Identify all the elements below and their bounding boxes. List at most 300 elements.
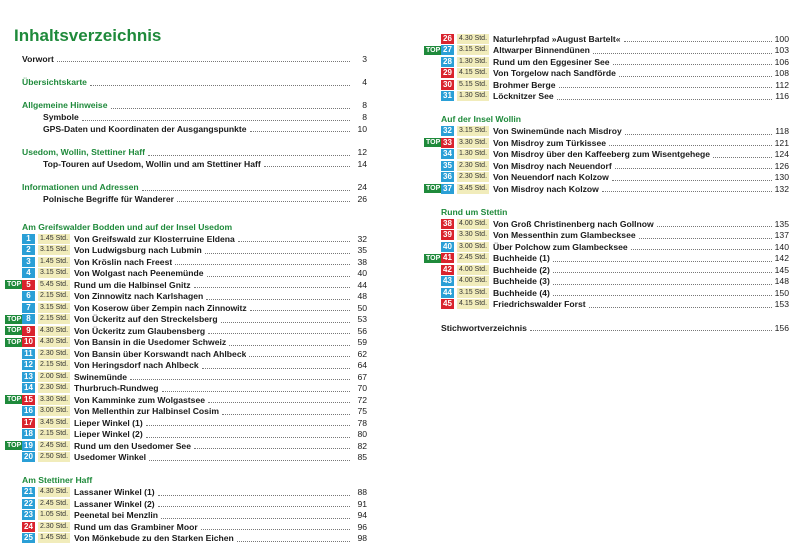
tour-number: 22 bbox=[22, 499, 35, 509]
tour-number: 32 bbox=[441, 126, 454, 136]
tour-entry-19[interactable] bbox=[7, 440, 367, 452]
tour-number: 15 bbox=[22, 395, 35, 405]
duration: 4.30 Std. bbox=[40, 338, 69, 346]
page-number: 121 bbox=[774, 137, 789, 148]
page-number: 3 bbox=[362, 53, 367, 64]
page-number: 44 bbox=[357, 279, 367, 290]
tour-entry-31[interactable] bbox=[441, 91, 789, 103]
tour-title: Peenetal bei Menzlin bbox=[74, 510, 159, 521]
dot-leader bbox=[111, 108, 351, 109]
duration: 2.15 Std. bbox=[40, 315, 69, 323]
tour-title: Buchheide (1) bbox=[493, 253, 550, 264]
dot-leader bbox=[624, 41, 772, 42]
page-number: 94 bbox=[357, 510, 367, 521]
top-badge: TOP bbox=[426, 139, 441, 146]
duration: 4.00 Std. bbox=[459, 265, 488, 273]
top-badge: TOP bbox=[7, 315, 22, 323]
tour-title: Buchheide (4) bbox=[493, 287, 550, 298]
tour-entry-37[interactable] bbox=[426, 183, 789, 195]
section-heading: Am Greifswalder Bodden und auf der Insel Usedom bbox=[22, 221, 233, 232]
page-number: 62 bbox=[357, 348, 367, 359]
page-number: 116 bbox=[775, 91, 789, 102]
tour-number: 13 bbox=[22, 372, 35, 382]
tour-entry-26[interactable] bbox=[441, 33, 789, 45]
tour-title: Von Mönkebude zu den Starken Eichen bbox=[74, 533, 234, 544]
section-heading: Auf der Insel Wollin bbox=[441, 114, 522, 124]
dot-leader bbox=[557, 99, 772, 100]
tour-title: Von Messenthin zum Glambecksee bbox=[493, 230, 636, 241]
dot-leader bbox=[208, 333, 350, 334]
tour-number: 24 bbox=[22, 522, 35, 532]
page-number: 64 bbox=[357, 360, 367, 371]
tour-number: 10 bbox=[22, 337, 35, 347]
tour-title: Von Bansin über Korswandt nach Ahlbeck bbox=[74, 348, 247, 359]
dot-leader bbox=[207, 276, 350, 277]
duration: 1.30 Std. bbox=[459, 92, 488, 100]
duration: 1.30 Std. bbox=[459, 150, 488, 158]
page-number: 135 bbox=[774, 218, 789, 229]
tour-number: 6 bbox=[22, 291, 35, 301]
front-subentry[interactable] bbox=[22, 123, 367, 135]
dot-leader bbox=[713, 157, 772, 158]
top-badge: TOP bbox=[7, 396, 22, 403]
tour-entry-35[interactable] bbox=[441, 160, 789, 172]
tour-number: 30 bbox=[441, 80, 454, 90]
page-number: 85 bbox=[357, 452, 367, 463]
tour-number: 29 bbox=[441, 68, 454, 78]
dot-leader bbox=[530, 330, 772, 331]
tour-number: 36 bbox=[441, 172, 454, 182]
tour-number: 11 bbox=[22, 349, 35, 359]
page-number: 26 bbox=[357, 193, 367, 204]
page-number: 142 bbox=[774, 253, 789, 264]
duration: 3.00 Std. bbox=[40, 407, 69, 415]
tour-entry-42[interactable] bbox=[441, 264, 789, 276]
spacer bbox=[22, 463, 367, 475]
dot-leader bbox=[161, 518, 350, 519]
tour-entry-1[interactable] bbox=[22, 233, 367, 245]
dot-leader bbox=[206, 299, 350, 300]
tour-entry-28[interactable] bbox=[441, 56, 789, 68]
tour-entry-18[interactable] bbox=[22, 429, 367, 441]
dot-leader bbox=[146, 425, 350, 426]
tour-entry-16[interactable] bbox=[22, 406, 367, 418]
dot-leader bbox=[130, 379, 350, 380]
tour-entry-38[interactable] bbox=[441, 218, 789, 230]
tour-entry-41[interactable] bbox=[426, 253, 789, 265]
tour-number: 25 bbox=[22, 533, 35, 543]
tour-entry-34[interactable] bbox=[441, 149, 789, 161]
tour-entry-44[interactable] bbox=[441, 287, 789, 299]
dot-leader bbox=[146, 437, 350, 438]
page-number: 156 bbox=[774, 322, 789, 333]
dot-leader bbox=[194, 287, 351, 288]
dot-leader bbox=[229, 345, 350, 346]
dot-leader bbox=[149, 460, 350, 461]
top-badge: TOP bbox=[7, 327, 22, 334]
dot-leader bbox=[602, 191, 772, 192]
front-section[interactable] bbox=[22, 77, 367, 89]
tour-number: 27 bbox=[441, 45, 454, 55]
tour-number: 33 bbox=[441, 138, 454, 148]
tour-title: Von Mellenthin zur Halbinsel Cosim bbox=[74, 406, 219, 417]
tour-title: Naturlehrpfad »August Bartelt« bbox=[493, 33, 621, 44]
tour-title: Von Kröslin nach Freest bbox=[74, 256, 173, 267]
entry-title: Stichwortverzeichnis bbox=[441, 322, 527, 333]
dot-leader bbox=[593, 53, 772, 54]
tour-title: Rund um die Halbinsel Gnitz bbox=[74, 279, 191, 290]
tour-number: 12 bbox=[22, 360, 35, 370]
duration: 3.15 Std. bbox=[40, 269, 69, 277]
page-number: 126 bbox=[774, 160, 789, 171]
tour-title: Lassaner Winkel (2) bbox=[74, 498, 155, 509]
tour-number: 3 bbox=[22, 257, 35, 267]
top-badge: TOP bbox=[7, 442, 22, 449]
tour-title: Altwarper Binnendünen bbox=[493, 45, 590, 56]
tour-entry-29[interactable] bbox=[441, 68, 789, 80]
tour-entry-17[interactable] bbox=[22, 417, 367, 429]
front-section[interactable] bbox=[22, 182, 367, 194]
spacer bbox=[22, 170, 367, 182]
toc-left-column bbox=[7, 53, 367, 544]
duration: 2.45 Std. bbox=[40, 499, 69, 507]
dot-leader bbox=[612, 180, 772, 181]
duration: 3.30 Std. bbox=[40, 395, 69, 403]
duration: 2.00 Std. bbox=[40, 372, 69, 380]
tour-title: Rund um das Grambiner Moor bbox=[74, 521, 198, 532]
duration: 5.15 Std. bbox=[459, 80, 488, 88]
entry-title: Symbole bbox=[43, 112, 79, 123]
tour-entry-21[interactable] bbox=[22, 487, 367, 499]
page-number: 103 bbox=[774, 45, 789, 56]
dot-leader bbox=[201, 529, 350, 530]
tour-entry-45[interactable] bbox=[441, 299, 789, 311]
front-entry[interactable] bbox=[22, 53, 367, 65]
page-number: 35 bbox=[357, 245, 367, 256]
dot-leader bbox=[559, 87, 772, 88]
dot-leader bbox=[553, 261, 772, 262]
duration: 2.30 Std. bbox=[459, 161, 488, 169]
duration: 2.30 Std. bbox=[40, 384, 69, 392]
dot-leader bbox=[162, 391, 351, 392]
tour-number: 20 bbox=[22, 452, 35, 462]
tour-title: Von Greifswald zur Klosterruine Eldena bbox=[74, 233, 235, 244]
dot-leader bbox=[589, 307, 772, 308]
duration: 3.00 Std. bbox=[459, 242, 488, 250]
entry-title: Informationen und Adressen bbox=[22, 181, 139, 192]
dot-leader bbox=[175, 264, 350, 265]
dot-leader bbox=[90, 85, 350, 86]
dot-leader bbox=[237, 541, 350, 542]
page-title: Inhaltsverzeichnis bbox=[14, 26, 162, 45]
section-heading: Am Stettiner Haff bbox=[22, 475, 93, 485]
duration: 2.50 Std. bbox=[40, 453, 69, 461]
entry-title: Usedom, Wollin, Stettiner Haff bbox=[22, 146, 146, 157]
dot-leader bbox=[264, 166, 350, 167]
tour-number: 16 bbox=[22, 406, 35, 416]
page-number: 118 bbox=[775, 126, 789, 137]
top-badge: TOP bbox=[426, 185, 441, 192]
tour-number: 41 bbox=[441, 253, 454, 263]
page-number: 150 bbox=[774, 287, 789, 298]
duration: 3.30 Std. bbox=[459, 231, 488, 239]
tour-title: Von Wolgast nach Peenemünde bbox=[74, 268, 204, 279]
tour-entry-43[interactable] bbox=[441, 276, 789, 288]
dot-leader bbox=[222, 414, 350, 415]
tour-entry-8[interactable] bbox=[7, 314, 367, 326]
tour-title: Swinemünde bbox=[74, 371, 128, 382]
page-number: 8 bbox=[362, 100, 367, 110]
page-number: 53 bbox=[357, 314, 367, 325]
tour-title: Von Misdroy nach Neuendorf bbox=[493, 160, 612, 171]
tour-title: Von Koserow über Zempin nach Zinnowitz bbox=[74, 302, 247, 313]
tour-entry-15[interactable] bbox=[7, 394, 367, 406]
tour-entry-33[interactable] bbox=[426, 137, 789, 149]
tour-title: Von Groß Christinenberg nach Gollnow bbox=[493, 218, 654, 229]
dot-leader bbox=[657, 226, 772, 227]
page-number: 106 bbox=[774, 56, 789, 67]
page-number: 24 bbox=[357, 181, 367, 192]
tour-title: Von Misdroy über den Kaffeeberg zum Wisentgehege bbox=[493, 149, 711, 160]
tour-title: Friedrichswalder Forst bbox=[493, 299, 586, 310]
dot-leader bbox=[250, 131, 350, 132]
tour-number: 26 bbox=[441, 34, 454, 44]
dot-leader bbox=[221, 322, 350, 323]
page-number: 56 bbox=[357, 325, 367, 336]
tour-number: 38 bbox=[441, 219, 454, 229]
dot-leader bbox=[208, 402, 350, 403]
dot-leader bbox=[613, 64, 772, 65]
tour-entry-2[interactable] bbox=[22, 245, 367, 257]
page-number: 78 bbox=[357, 417, 367, 428]
tour-title: Von Kamminke zum Wolgastsee bbox=[74, 394, 206, 405]
tour-entry-36[interactable] bbox=[441, 172, 789, 184]
page-number: 14 bbox=[357, 158, 367, 169]
dot-leader bbox=[205, 253, 350, 254]
page-number: 12 bbox=[357, 146, 367, 157]
tour-entry-6[interactable] bbox=[22, 291, 367, 303]
tour-number: 23 bbox=[22, 510, 35, 520]
dot-leader bbox=[619, 76, 772, 77]
dot-leader bbox=[158, 506, 350, 507]
dot-leader bbox=[553, 284, 772, 285]
duration: 1.45 Std. bbox=[40, 534, 69, 542]
page-number: 145 bbox=[774, 264, 789, 275]
duration: 1.45 Std. bbox=[40, 257, 69, 265]
page-number: 10 bbox=[357, 123, 367, 134]
dot-leader bbox=[57, 61, 350, 62]
page-number: 124 bbox=[774, 149, 789, 160]
page-number: 72 bbox=[357, 394, 367, 405]
dot-leader bbox=[609, 145, 772, 146]
dot-leader bbox=[194, 448, 350, 449]
tour-entry-13[interactable] bbox=[22, 371, 367, 383]
index-entry[interactable] bbox=[441, 322, 789, 334]
tour-title: Buchheide (2) bbox=[493, 264, 550, 275]
tour-entry-14[interactable] bbox=[22, 383, 367, 395]
tour-title: Brohmer Berge bbox=[493, 79, 556, 90]
tour-entry-4[interactable] bbox=[22, 268, 367, 280]
tour-title: Lieper Winkel (2) bbox=[74, 429, 143, 440]
duration: 4.00 Std. bbox=[459, 277, 488, 285]
front-subentry[interactable] bbox=[22, 112, 367, 124]
tour-entry-27[interactable] bbox=[426, 45, 789, 57]
duration: 2.15 Std. bbox=[40, 430, 69, 438]
dot-leader bbox=[625, 134, 772, 135]
entry-title: Vorwort bbox=[22, 53, 54, 64]
duration: 1.05 Std. bbox=[40, 511, 69, 519]
tour-number: 18 bbox=[22, 429, 35, 439]
dot-leader bbox=[250, 310, 350, 311]
duration: 4.30 Std. bbox=[40, 326, 69, 334]
tour-number: 8 bbox=[22, 314, 35, 324]
dot-leader bbox=[148, 155, 350, 156]
duration: 2.30 Std. bbox=[459, 173, 488, 181]
front-section[interactable] bbox=[22, 100, 367, 112]
spacer bbox=[22, 135, 367, 147]
tour-entry-24[interactable] bbox=[22, 521, 367, 533]
tour-title: Von Ückeritz auf den Streckelsberg bbox=[74, 314, 218, 325]
tour-number: 39 bbox=[441, 230, 454, 240]
duration: 3.15 Std. bbox=[459, 288, 488, 296]
duration: 2.30 Std. bbox=[40, 349, 69, 357]
dot-leader bbox=[631, 249, 772, 250]
front-section[interactable] bbox=[22, 147, 367, 159]
tour-title: Thurbruch-Rundweg bbox=[74, 383, 159, 394]
page-number: 67 bbox=[357, 371, 367, 382]
duration: 4.00 Std. bbox=[459, 219, 488, 227]
tour-entry-20[interactable] bbox=[22, 452, 367, 464]
page-number: 100 bbox=[774, 33, 789, 44]
tour-entry-3[interactable] bbox=[22, 256, 367, 268]
dot-leader bbox=[639, 238, 772, 239]
dot-leader bbox=[202, 368, 350, 369]
page-number: 80 bbox=[357, 429, 367, 440]
duration: 3.45 Std. bbox=[40, 418, 69, 426]
page-number: 4 bbox=[362, 76, 367, 87]
page-number: 130 bbox=[774, 172, 789, 183]
dot-leader bbox=[82, 120, 350, 121]
tour-entry-7[interactable] bbox=[22, 302, 367, 314]
tour-title: Von Bansin in die Usedomer Schweiz bbox=[74, 337, 227, 348]
page-number: 148 bbox=[774, 276, 789, 287]
tour-number: 37 bbox=[441, 184, 454, 194]
tour-entry-30[interactable] bbox=[441, 79, 789, 91]
duration: 2.15 Std. bbox=[40, 292, 69, 300]
duration: 3.45 Std. bbox=[459, 184, 488, 192]
tour-title: Löcknitzer See bbox=[493, 91, 554, 102]
page-number: 140 bbox=[774, 241, 789, 252]
spacer bbox=[22, 65, 367, 77]
tour-number: 45 bbox=[441, 299, 454, 309]
tour-entry-12[interactable] bbox=[22, 360, 367, 372]
tour-title: Von Ludwigsburg nach Lubmin bbox=[74, 245, 202, 256]
tour-title: Über Polchow zum Glambecksee bbox=[493, 241, 628, 252]
tour-entry-5[interactable] bbox=[7, 279, 367, 291]
page-number: 48 bbox=[357, 291, 367, 302]
front-subentry[interactable] bbox=[22, 193, 367, 205]
top-badge: TOP bbox=[426, 46, 441, 54]
tour-number: 14 bbox=[22, 383, 35, 393]
tour-entry-9[interactable] bbox=[7, 325, 367, 337]
tour-title: Rund um den Eggesiner See bbox=[493, 56, 610, 67]
tour-number: 4 bbox=[22, 268, 35, 278]
tour-entry-22[interactable] bbox=[22, 498, 367, 510]
dot-leader bbox=[249, 356, 350, 357]
duration: 4.30 Std. bbox=[459, 34, 488, 42]
tour-title: Lieper Winkel (1) bbox=[74, 417, 143, 428]
tour-title: Von Heringsdorf nach Ahlbeck bbox=[74, 360, 199, 371]
section-heading: Rund um Stettin bbox=[441, 206, 508, 217]
page-number: 91 bbox=[357, 498, 367, 509]
duration: 4.15 Std. bbox=[459, 69, 488, 77]
page-number: 8 bbox=[362, 112, 367, 123]
page-number: 153 bbox=[774, 299, 789, 310]
tour-number: 42 bbox=[441, 265, 454, 275]
page-number: 38 bbox=[357, 256, 367, 267]
tour-title: Von Misdroy zum Türkissee bbox=[493, 137, 607, 148]
spacer bbox=[22, 88, 367, 100]
tour-number: 7 bbox=[22, 303, 35, 313]
tour-entry-10[interactable] bbox=[7, 337, 367, 349]
page-number: 82 bbox=[357, 440, 367, 451]
entry-title: Top-Touren auf Usedom, Wollin und am Stettiner Haff bbox=[43, 158, 261, 169]
tour-title: Von Ückeritz zum Glaubensberg bbox=[74, 325, 206, 336]
tour-title: Von Neuendorf nach Kolzow bbox=[493, 172, 609, 183]
duration: 2.15 Std. bbox=[40, 361, 69, 369]
tour-entry-39[interactable] bbox=[441, 230, 789, 242]
duration: 3.15 Std. bbox=[40, 246, 69, 254]
page-number: 32 bbox=[357, 233, 367, 244]
tour-number: 43 bbox=[441, 276, 454, 286]
dot-leader bbox=[158, 495, 350, 496]
tour-entry-40[interactable] bbox=[441, 241, 789, 253]
page-number: 40 bbox=[357, 268, 367, 279]
page-number: 75 bbox=[357, 406, 367, 417]
tour-title: Usedomer Winkel bbox=[74, 452, 147, 463]
tour-number: 31 bbox=[441, 91, 454, 101]
page-number: 70 bbox=[357, 383, 367, 394]
tour-number: 28 bbox=[441, 57, 454, 67]
tour-entry-23[interactable] bbox=[22, 510, 367, 522]
spacer bbox=[441, 102, 789, 114]
tour-number: 40 bbox=[441, 242, 454, 252]
tour-title: Von Zinnowitz nach Karlshagen bbox=[74, 291, 204, 302]
tour-title: Buchheide (3) bbox=[493, 276, 550, 287]
entry-title: Allgemeine Hinweise bbox=[22, 100, 108, 110]
entry-title: GPS-Daten und Koordinaten der Ausgangspunkte bbox=[43, 123, 247, 134]
duration: 3.15 Std. bbox=[459, 127, 488, 135]
page-number: 50 bbox=[357, 302, 367, 313]
tour-entry-11[interactable] bbox=[22, 348, 367, 360]
tour-number: 17 bbox=[22, 418, 35, 428]
tour-number: 19 bbox=[22, 441, 35, 451]
tour-entry-25[interactable] bbox=[22, 533, 367, 545]
page-number: 132 bbox=[774, 183, 789, 194]
duration: 3.30 Std. bbox=[459, 138, 488, 146]
entry-title: Übersichtskarte bbox=[22, 76, 87, 87]
tour-number: 9 bbox=[22, 326, 35, 336]
tour-title: Von Misdroy nach Kolzow bbox=[493, 183, 599, 194]
tour-number: 34 bbox=[441, 149, 454, 159]
duration: 1.30 Std. bbox=[459, 57, 488, 65]
tour-title: Rund um den Usedomer See bbox=[74, 440, 191, 451]
page-number: 108 bbox=[774, 68, 789, 79]
top-badge: TOP bbox=[7, 281, 22, 288]
front-subentry[interactable] bbox=[22, 158, 367, 170]
tour-entry-32[interactable] bbox=[441, 126, 789, 138]
tour-title: Von Torgelow nach Sandförde bbox=[493, 68, 616, 79]
